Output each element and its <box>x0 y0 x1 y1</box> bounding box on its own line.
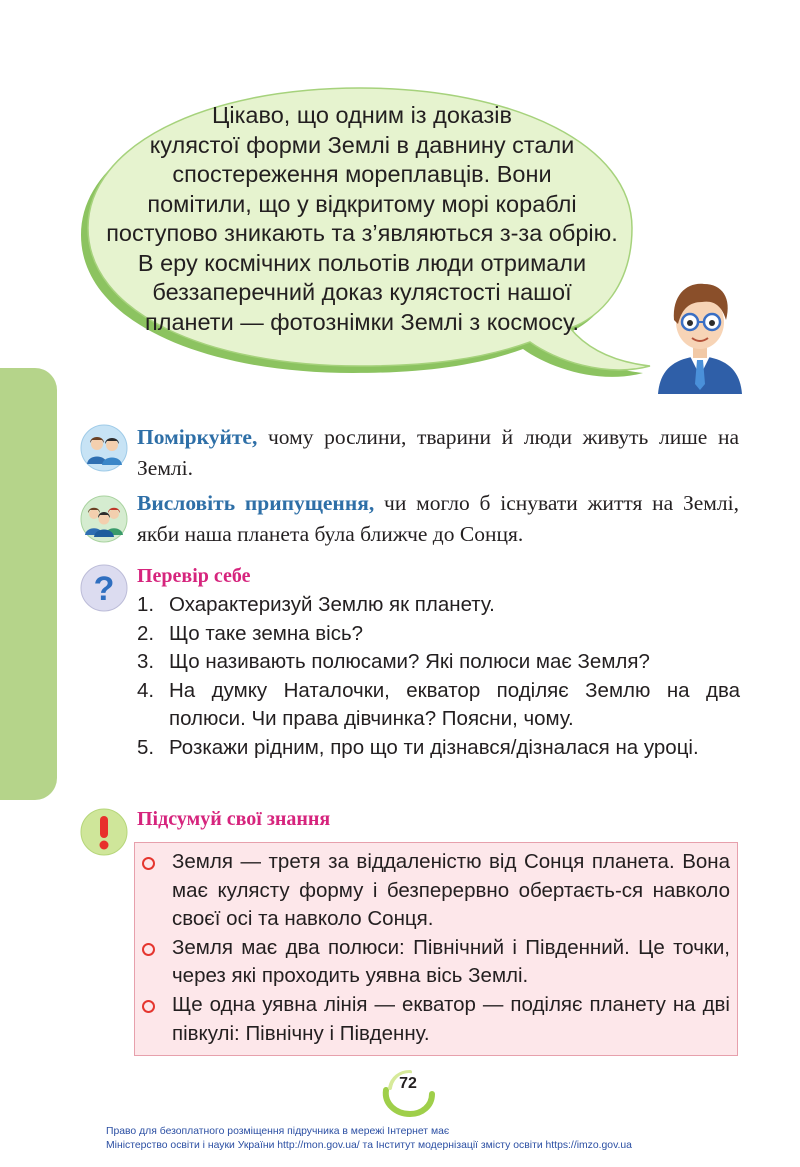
boy-character-illustration <box>652 276 748 394</box>
question-number: 2. <box>137 621 155 645</box>
question-item <box>137 677 740 734</box>
check-title: Перевір себе <box>137 565 251 587</box>
summary-text: Земля має два полюси: Північний і Південний. Це точки, через які проходить уявна вісь Землі. <box>172 935 730 988</box>
guess-paragraph <box>137 488 739 550</box>
question-item <box>137 734 740 763</box>
question-text: Що називають полюсами? Які полюси має Земля? <box>169 650 650 674</box>
exclamation-icon <box>80 808 128 856</box>
question-text: Що таке земна вісь? <box>169 621 364 645</box>
think-text: чому рослини, тварини й люди живуть лише на Землі. <box>137 425 739 480</box>
think-lead: Поміркуйте, <box>137 425 258 449</box>
page-number: 72 <box>399 1075 417 1092</box>
group-people-icon <box>80 495 128 543</box>
question-mark-icon <box>80 564 128 612</box>
footer-line: Право для безоплатного розміщення підручника в мережі Інтернет має <box>106 1126 450 1137</box>
questions-list <box>137 591 740 763</box>
summary-item <box>140 848 730 934</box>
bubble-line: поступово зникають та з’являються з-за обрію. <box>106 220 618 246</box>
footer-line: Міністерство освіти і науки України http://mon.gov.ua/ та Інститут модернізації змісту освіти https://imzo.gov.ua <box>106 1140 632 1151</box>
question-item <box>137 620 740 649</box>
guess-lead: Висловіть припущення, <box>137 491 375 515</box>
side-tab <box>0 368 57 800</box>
bubble-line: Цікаво, що одним із доказів <box>212 102 512 128</box>
question-item <box>137 591 740 620</box>
bubble-line: кулястої форми Землі в давнину стали <box>149 131 575 158</box>
summary-item <box>140 991 730 1048</box>
summary-text: Ще одна уявна лінія — екватор — поділяє планету на дві півкулі: Північну і Південну. <box>172 992 730 1045</box>
circle-bullet-icon <box>142 1000 155 1013</box>
summary-item <box>140 934 730 991</box>
circle-bullet-icon <box>142 943 155 956</box>
footer <box>106 1125 796 1153</box>
summary-list <box>140 848 730 1048</box>
summary-title: Підсумуй свої знання <box>137 808 331 830</box>
think-paragraph <box>137 422 739 484</box>
question-number: 3. <box>137 650 155 674</box>
question-text: Розкажи рідним, про що ти дізнався/дізналася на уроці. <box>169 735 699 759</box>
bubble-line: помітили, що у відкритому морі кораблі <box>147 190 577 217</box>
question-text: На думку Наталочки, екватор поділяє Землю на два полюси. Чи права дівчинка? Поясни, чому. <box>169 678 740 731</box>
circle-bullet-icon <box>142 857 155 870</box>
two-people-icon <box>80 424 128 472</box>
question-item <box>137 648 740 677</box>
summary-text: Земля — третя за віддаленістю від Сонця планета. Вона має кулясту форму і безперервно обертаєть-ся навколо своєї осі та навколо Сонця. <box>172 850 730 931</box>
question-number: 5. <box>137 735 155 759</box>
bubble-line: спостереження мореплавців. Вони <box>172 161 552 187</box>
svg-text:?: ? <box>93 570 115 608</box>
bubble-text <box>92 101 632 337</box>
question-text: Охарактеризуй Землю як планету. <box>169 593 495 616</box>
question-number: 1. <box>137 593 155 616</box>
bubble-line: В еру космічних польотів люди отримали <box>137 249 587 276</box>
question-number: 4. <box>137 678 155 702</box>
bubble-line: планети — фотознімки Землі з космосу. <box>145 308 579 335</box>
guess-text: чи могло б існувати життя на Землі, якби наша планета була ближче до Сонця. <box>137 491 739 546</box>
bubble-line: беззаперечний доказ кулястості нашої <box>152 279 572 305</box>
